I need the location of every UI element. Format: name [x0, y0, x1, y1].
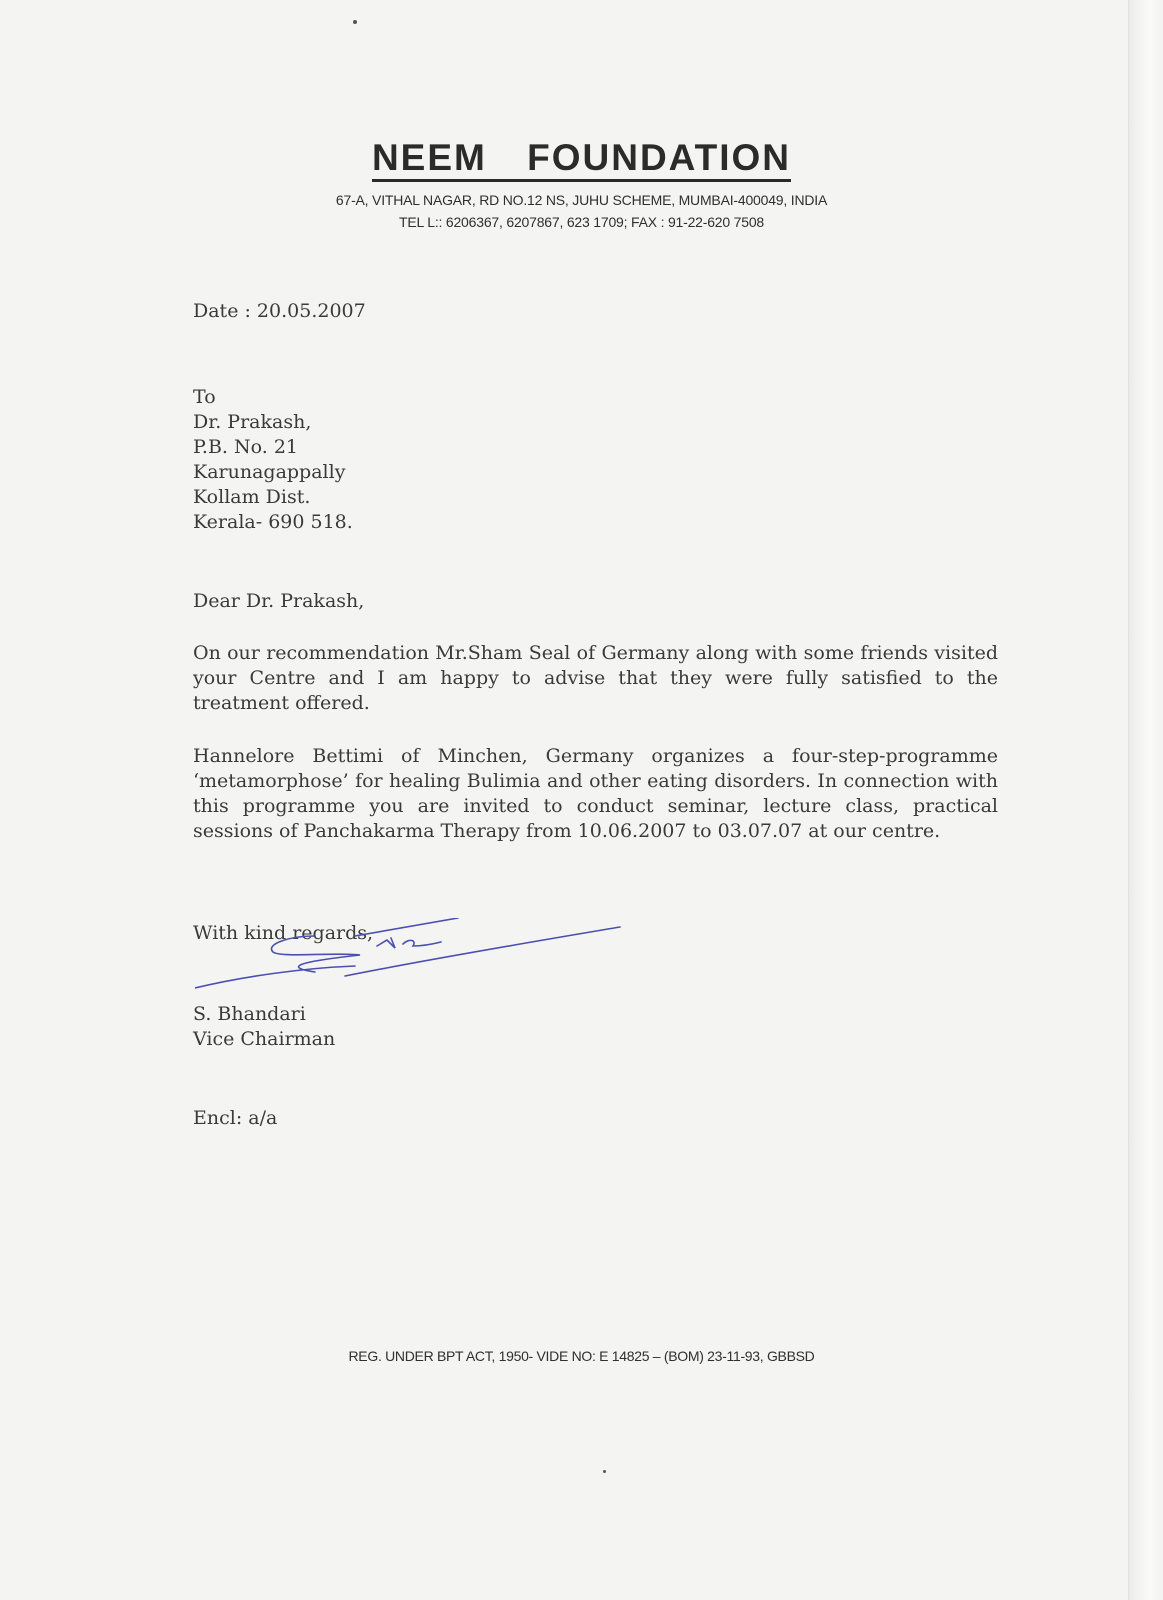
recipient-address — [193, 385, 998, 535]
recipient-district: Kollam Dist. — [193, 486, 311, 508]
closing: With kind regards, — [193, 922, 374, 944]
registration-footer: REG. UNDER BPT ACT, 1950- VIDE NO: E 14825 – (BOM) 23-11-93, GBBSD — [348, 1348, 815, 1364]
enclosure-note: Encl: a/a — [193, 1107, 278, 1129]
paper-speck — [603, 1470, 606, 1473]
recipient-state-pin: Kerala- 690 518. — [193, 511, 353, 533]
recipient-name: Dr. Prakash, — [193, 411, 312, 433]
signatory — [193, 1002, 998, 1052]
recipient-po-box: P.B. No. 21 — [193, 436, 299, 458]
paper-speck — [353, 20, 357, 24]
signatory-name: S. Bhandari — [193, 1003, 306, 1025]
organization-contact: TEL L:: 6206367, 6207867, 623 1709; FAX : 91-22-620 7508 — [398, 214, 765, 230]
salutation: Dear Dr. Prakash, — [193, 590, 365, 612]
organization-address: 67-A, VITHAL NAGAR, RD NO.12 NS, JUHU SCHEME, MUMBAI-400049, INDIA — [335, 192, 828, 208]
letter-date: Date : 20.05.2007 — [193, 300, 366, 322]
paragraph-recommendation: On our recommendation Mr.Sham Seal of Germany along with some friends visited your Centre and I am happy to advise that they were fully satisfied to the treatment offered. — [193, 642, 998, 714]
signatory-title: Vice Chairman — [193, 1028, 336, 1050]
handwritten-signature — [195, 918, 635, 1008]
recipient-town: Karunagappally — [193, 461, 346, 483]
paragraph-invitation: Hannelore Bettimi of Minchen, Germany organizes a four-step-programme ‘metamorphose’ for healing Bulimia and other eating disorders. In connection with this programme you are invited to conduct seminar, lecture class, practical sessions of Panchakarma Therapy from 10.06.2007 to 03.07.07 at our centre. — [193, 745, 998, 842]
letterhead — [0, 138, 1163, 233]
recipient-to: To — [193, 386, 216, 408]
organization-name: NEEM FOUNDATION — [372, 138, 791, 182]
